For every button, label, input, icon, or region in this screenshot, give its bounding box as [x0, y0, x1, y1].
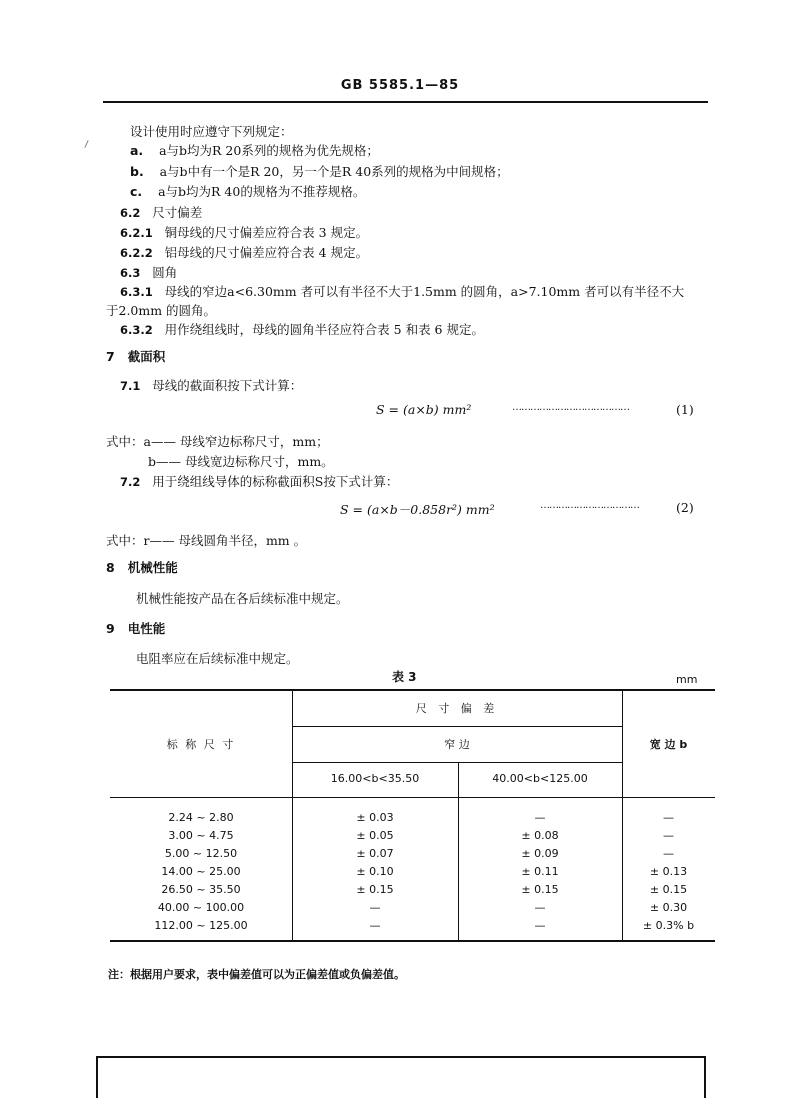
section-9-title: 电性能 [127, 621, 166, 636]
section-7-heading [106, 349, 165, 365]
row-6-col2: — [534, 901, 546, 914]
section-6-3-1-text: 母线的窄边a<6.30mm 者可以有半径不大于1.5mm 的圆角，a>7.10mm 者可以有半径不大 [164, 284, 685, 299]
section-7-title: 截面积 [127, 349, 166, 364]
section-6-3-2 [120, 322, 484, 338]
section-7-1-number: 7.1 [120, 379, 141, 393]
section-6-3-2-text: 用作绕组线时，母线的圆角半径应符合表 5 和表 6 规定。 [164, 322, 484, 337]
section-6-2-1-number: 6.2.1 [120, 226, 153, 240]
section-6-2-2 [120, 245, 368, 261]
section-7-1-text: 母线的截面积按下式计算： [152, 378, 303, 393]
row-7-col1: — [369, 919, 381, 932]
table-sub-rule-1 [292, 726, 622, 727]
formula-2-where: 式中：r—— 母线圆角半径，mm 。 [106, 533, 307, 548]
table-unit: mm [676, 673, 698, 686]
section-6-2-2-text: 铝母线的尺寸偏差应符合表 4 规定。 [164, 245, 369, 260]
section-6-3-2-number: 6.3.2 [120, 323, 153, 337]
row-7-size: 112.00 ~ 125.00 [154, 919, 248, 932]
section-8-title: 机械性能 [127, 560, 178, 575]
row-2-size: 3.00 ~ 4.75 [168, 829, 234, 842]
section-6-2-2-number: 6.2.2 [120, 246, 153, 260]
row-2-col2: ± 0.08 [521, 829, 559, 842]
rule-a-text: a与b均为R 20系列的规格为优先规格； [159, 143, 379, 158]
table-head-rule [110, 797, 715, 798]
row-3-col2: ± 0.09 [521, 847, 559, 860]
intro-text: 设计使用时应遵守下列规定： [130, 124, 293, 139]
section-6-2-title: 尺寸偏差 [152, 205, 203, 220]
formula-2: S = (a×b－0.858r²) mm² [340, 502, 495, 517]
formula-1-number: (1) [676, 402, 694, 417]
row-7-col2: — [534, 919, 546, 932]
rule-a [130, 143, 379, 159]
table-title: 表 3 [392, 670, 417, 684]
footer-frame [96, 1056, 706, 1098]
section-6-2-number: 6.2 [120, 206, 141, 220]
section-7-2-text: 用于绕组线导体的标称截面积S按下式计算： [152, 474, 399, 489]
formula-1-where-a: 式中：a—— 母线窄边标称尺寸，mm； [106, 434, 329, 449]
margin-mark [84, 140, 88, 148]
section-7-number: 7 [106, 349, 115, 364]
formula-1: S = (a×b) mm² [376, 402, 472, 417]
section-8-text: 机械性能按产品在各后续标准中规定。 [136, 591, 349, 606]
formula-2-number: (2) [676, 500, 694, 515]
section-6-3 [120, 265, 177, 281]
section-6-3-1-number: 6.3.1 [120, 285, 153, 299]
header-wide-side: 宽 边 b [649, 738, 688, 751]
table-bottom-rule [110, 940, 715, 942]
section-7-2-number: 7.2 [120, 475, 141, 489]
header-rule [103, 101, 708, 103]
row-5-col1: ± 0.15 [356, 883, 394, 896]
section-6-3-title: 圆角 [152, 265, 178, 280]
row-3-col1: ± 0.07 [356, 847, 394, 860]
row-5-col3: ± 0.15 [649, 883, 688, 896]
header-nominal-size: 标 称 尺 寸 [166, 738, 236, 751]
row-6-size: 40.00 ~ 100.00 [157, 901, 245, 914]
section-6-2 [120, 205, 202, 221]
rule-c-text: a与b均为R 40的规格为不推荐规格。 [158, 184, 366, 199]
formula-1-leader: ………………………………… [512, 402, 629, 413]
row-2-col3: — [663, 829, 674, 842]
header-col-narrow-2: 40.00<b<125.00 [492, 772, 588, 785]
rule-b-text: a与b中有一个是R 20，另一个是R 40系列的规格为中间规格； [159, 164, 509, 179]
row-3-col3: — [663, 847, 674, 860]
section-6-3-1 [120, 284, 684, 300]
row-1-size: 2.24 ~ 2.80 [168, 811, 234, 824]
table-top-rule [110, 689, 715, 691]
row-3-size: 5.00 ~ 12.50 [164, 847, 238, 860]
header-narrow-side: 窄 边 [444, 738, 470, 751]
row-7-col3: ± 0.3% b [642, 919, 695, 932]
rule-c [130, 184, 365, 200]
section-6-2-1 [120, 225, 368, 241]
section-6-2-1-text: 铜母线的尺寸偏差应符合表 3 规定。 [164, 225, 369, 240]
rule-a-label: a. [130, 143, 144, 158]
row-6-col3: ± 0.30 [649, 901, 688, 914]
page-header: GB 5585.1—85 [340, 78, 460, 93]
section-7-2 [120, 474, 398, 490]
row-6-col1: — [369, 901, 381, 914]
table-sub-rule-2 [292, 762, 622, 763]
rule-b-label: b. [130, 164, 144, 179]
row-1-col3: — [663, 811, 674, 824]
row-5-size: 26.50 ~ 35.50 [161, 883, 241, 896]
section-7-1 [120, 378, 302, 394]
row-4-col1: ± 0.10 [356, 865, 394, 878]
formula-1-where-b: b—— 母线宽边标称尺寸，mm。 [148, 454, 334, 469]
row-2-col1: ± 0.05 [356, 829, 394, 842]
row-5-col2: ± 0.15 [521, 883, 559, 896]
section-9-text: 电阻率应在后续标准中规定。 [136, 651, 299, 666]
rule-c-label: c. [130, 184, 143, 199]
rule-b [130, 164, 509, 180]
row-1-col2: — [534, 811, 546, 824]
header-size-deviation: 尺 寸 偏 差 [415, 702, 499, 715]
section-8-number: 8 [106, 560, 115, 575]
header-col-narrow-1: 16.00<b<35.50 [330, 772, 420, 785]
row-4-size: 14.00 ~ 25.00 [161, 865, 241, 878]
formula-2-leader: …………………………… [540, 500, 639, 511]
section-9-number: 9 [106, 621, 115, 636]
section-6-3-1-cont: 于2.0mm 的圆角。 [106, 303, 217, 318]
section-6-3-number: 6.3 [120, 266, 141, 280]
row-1-col1: ± 0.03 [356, 811, 394, 824]
table-note: 注：根据用户要求，表中偏差值可以为正偏差值或负偏差值。 [108, 968, 405, 981]
row-4-col3: ± 0.13 [649, 865, 688, 878]
section-9-heading [106, 621, 165, 637]
row-4-col2: ± 0.11 [521, 865, 559, 878]
section-8-heading [106, 560, 178, 576]
